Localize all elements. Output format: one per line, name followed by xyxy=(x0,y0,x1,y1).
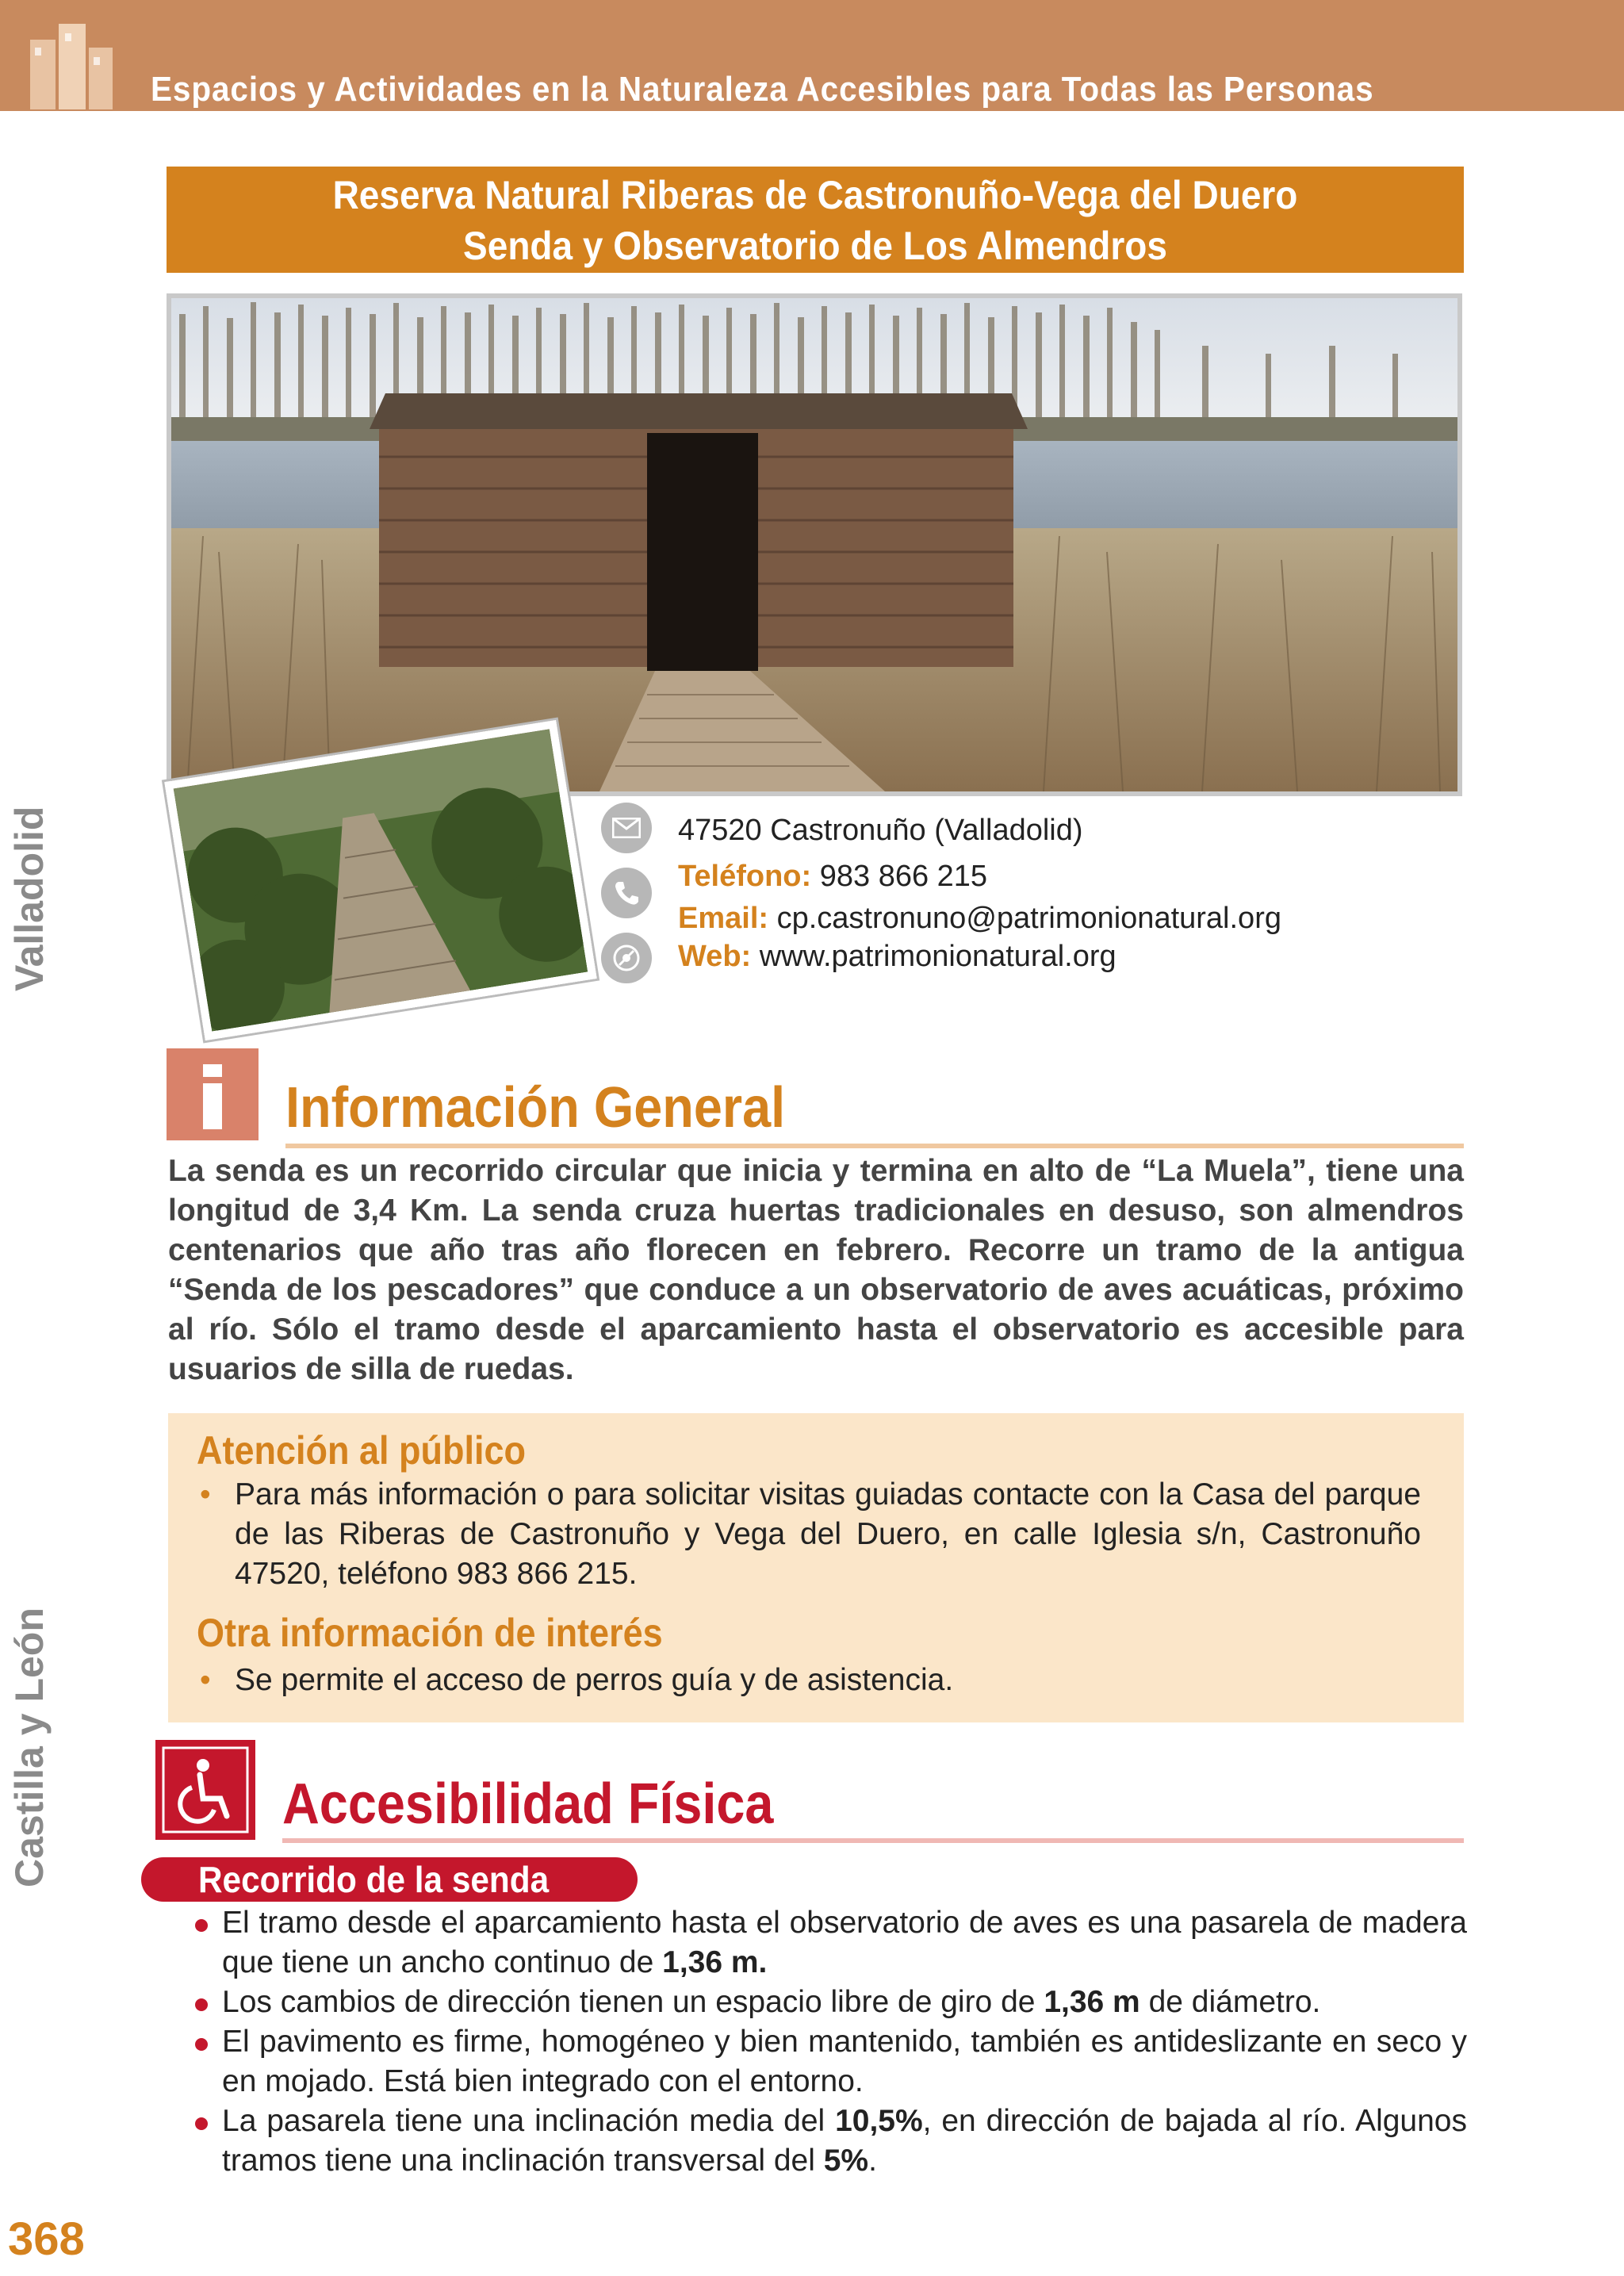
other-title: Otra información de interés xyxy=(197,1611,663,1655)
bullet-dot xyxy=(195,2117,208,2130)
web-label: Web: xyxy=(678,940,752,973)
bullet-dot xyxy=(195,1998,208,2011)
bullet-dot: • xyxy=(200,1663,211,1697)
info-box xyxy=(168,1413,1464,1722)
list-item: La pasarela tiene una inclinación media del 10,5%, en dirección de bajada al río. Algunos tramos tiene una inclinación transversal del 5%. xyxy=(190,2102,1467,2181)
page-number: 368 xyxy=(8,2213,85,2265)
contact-icons xyxy=(601,803,657,998)
attention-item xyxy=(200,1475,1421,1594)
contact-block xyxy=(678,807,1281,975)
bullet-dot xyxy=(195,1919,208,1932)
general-text: La senda es un recorrido circular que inicia y termina en alto de “La Muela”, tiene una longitud de 3,4 Km. La senda cruza huertas tradicionales en desuso, son almendros centenarios que año tras año florecen en febrero. Recorre un tramo de la antigua “Senda de los pescadores” que conduce a un observatorio de aves acuáticas, próximo al río. Sólo el tramo desde el aparcamiento hasta el observatorio es accesible para usuarios de silla de ruedas. xyxy=(168,1154,1464,1386)
buildings-logo-icon xyxy=(24,16,119,109)
side-label-region: Castilla y León xyxy=(7,1607,52,1887)
accessibility-title-underline xyxy=(282,1838,1464,1843)
route-subtitle xyxy=(141,1857,638,1902)
route-subtitle-text: Recorrido de la senda xyxy=(198,1859,550,1900)
attention-title: Atención al público xyxy=(197,1428,527,1473)
side-label-province: Valladolid xyxy=(7,806,52,991)
web-icon xyxy=(601,933,652,983)
web-line xyxy=(678,937,1281,975)
other-item xyxy=(200,1661,1421,1700)
wheelchair-icon xyxy=(155,1740,255,1840)
bullet-dot xyxy=(195,2038,208,2051)
web-link[interactable]: www.patrimonionatural.org xyxy=(759,940,1116,973)
general-title: Información General xyxy=(285,1076,786,1140)
page-title-line1: Reserva Natural Riberas de Castronuño-Vega del Duero xyxy=(332,173,1298,217)
email-label: Email: xyxy=(678,902,769,935)
list-item: El tramo desde el aparcamiento hasta el observatorio de aves es una pasarela de madera que tiene un ancho continuo de 1,36 m. xyxy=(190,1903,1467,1983)
attention-item-text: Para más información o para solicitar visitas guiadas contacte con la Casa del parque de las Riberas de Castronuño y Vega del Duero, en calle Iglesia s/n, Castronuño 47520, teléfono 983 866 215. xyxy=(235,1477,1421,1591)
page-title-box xyxy=(167,167,1464,273)
header-band xyxy=(0,0,1624,111)
list-item: Los cambios de dirección tienen un espacio libre de giro de 1,36 m de diámetro. xyxy=(190,1983,1467,2022)
phone-label: Teléfono: xyxy=(678,860,812,893)
phone-value[interactable]: 983 866 215 xyxy=(819,860,988,893)
other-item-text: Se permite el acceso de perros guía y de asistencia. xyxy=(235,1663,954,1697)
bullet-dot: • xyxy=(200,1477,211,1512)
general-title-underline xyxy=(285,1144,1464,1148)
header-title: Espacios y Actividades en la Naturaleza Accesibles para Todas las Personas xyxy=(151,70,1374,109)
info-icon xyxy=(167,1048,259,1140)
email-link[interactable]: cp.castronuno@patrimonionatural.org xyxy=(776,902,1281,935)
accessibility-title: Accesibilidad Física xyxy=(282,1772,774,1836)
observatory-photo xyxy=(167,293,1462,796)
accessibility-list xyxy=(190,1903,1467,2181)
phone-icon xyxy=(601,868,652,918)
email-line xyxy=(678,899,1281,937)
list-item: El pavimento es firme, homogéneo y bien mantenido, también es antideslizante en seco y en mojado. Está bien integrado con el entorno. xyxy=(190,2022,1467,2102)
address: 47520 Castronuño (Valladolid) xyxy=(678,814,1083,847)
page-title-line2: Senda y Observatorio de Los Almendros xyxy=(463,224,1167,268)
envelope-icon xyxy=(601,803,652,853)
phone-line xyxy=(678,853,1281,899)
